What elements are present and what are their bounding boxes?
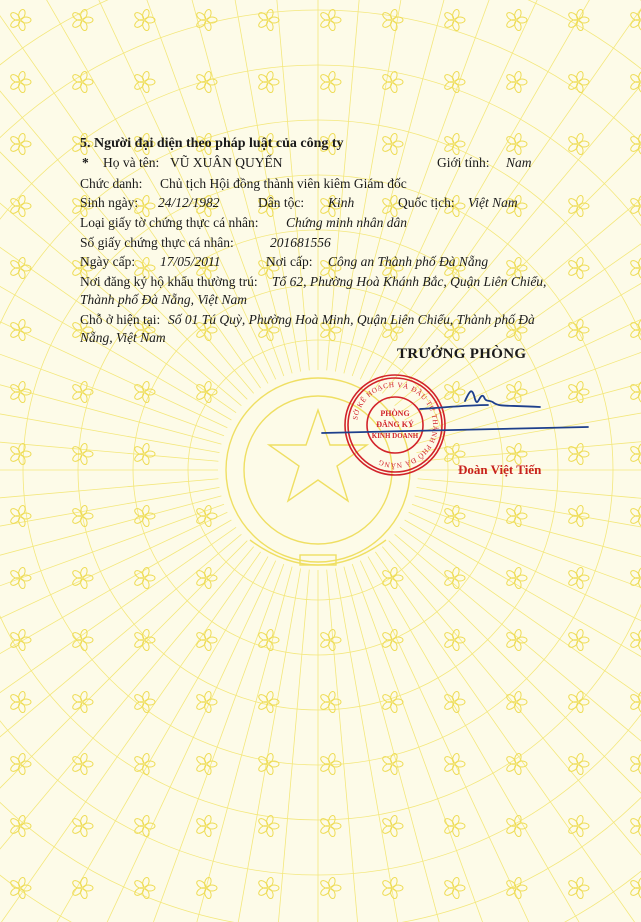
id-number-label: Số giấy chứng thực cá nhân: bbox=[80, 235, 234, 250]
position-title: TRƯỞNG PHÒNG bbox=[397, 346, 527, 362]
title-label: Chức danh: bbox=[80, 176, 143, 191]
nationality-label: Quốc tịch: bbox=[398, 195, 455, 210]
current-address-line2: Nẵng, Việt Nam bbox=[80, 330, 166, 345]
seal-ring-text: SỞ KẾ HOẠCH VÀ ĐẦU TƯ THÀNH PHỐ ĐÀ NẴNG bbox=[351, 380, 440, 470]
name-value: VŨ XUÂN QUYẾN bbox=[170, 155, 283, 170]
issue-place-value: Công an Thành phố Đà Nẵng bbox=[328, 254, 489, 269]
current-address-label: Chỗ ở hiện tại: bbox=[80, 312, 161, 327]
issue-place-label: Nơi cấp: bbox=[266, 254, 313, 269]
issue-date-value: 17/05/2011 bbox=[160, 254, 221, 269]
dob-value: 24/12/1982 bbox=[158, 195, 220, 210]
current-address-line1: Số 01 Tú Quỳ, Phường Hoà Minh, Quận Liên Chiểu, Thành phố Đà bbox=[168, 312, 535, 327]
ethnicity-value: Kinh bbox=[328, 195, 355, 210]
issue-date-label: Ngày cấp: bbox=[80, 254, 136, 269]
residence-label: Nơi đăng ký hộ khẩu thường trú: bbox=[80, 274, 258, 289]
residence-value-line2: Thành phố Đà Nẵng, Việt Nam bbox=[80, 292, 248, 307]
gender-value: Nam bbox=[506, 155, 532, 170]
dob-label: Sinh ngày: bbox=[80, 195, 139, 210]
title-value: Chủ tịch Hội đồng thành viên kiêm Giám đốc bbox=[160, 176, 407, 191]
nationality-value: Việt Nam bbox=[468, 195, 518, 210]
ethnicity-label: Dân tộc: bbox=[258, 195, 305, 210]
gender-label: Giới tính: bbox=[437, 155, 490, 170]
id-number-value: 201681556 bbox=[270, 235, 331, 250]
id-type-label: Loại giấy tờ chứng thực cá nhân: bbox=[80, 215, 259, 230]
residence-value-line1: Tổ 62, Phường Hoà Khánh Bắc, Quận Liên Chiểu, bbox=[272, 274, 547, 289]
signer-name: Đoàn Việt Tiến bbox=[458, 462, 542, 477]
seal-center-line3: KINH DOANH bbox=[371, 432, 419, 440]
seal-center-line2: ĐĂNG KÝ bbox=[376, 420, 414, 429]
section-heading: 5. Người đại diện theo pháp luật của công ty bbox=[80, 136, 344, 151]
name-label: Họ và tên: bbox=[103, 155, 160, 170]
bullet-star: * bbox=[82, 155, 89, 170]
handwritten-signature bbox=[310, 385, 590, 455]
seal-center-line1: PHÒNG bbox=[380, 409, 410, 418]
id-type-value: Chứng minh nhân dân bbox=[286, 215, 407, 230]
